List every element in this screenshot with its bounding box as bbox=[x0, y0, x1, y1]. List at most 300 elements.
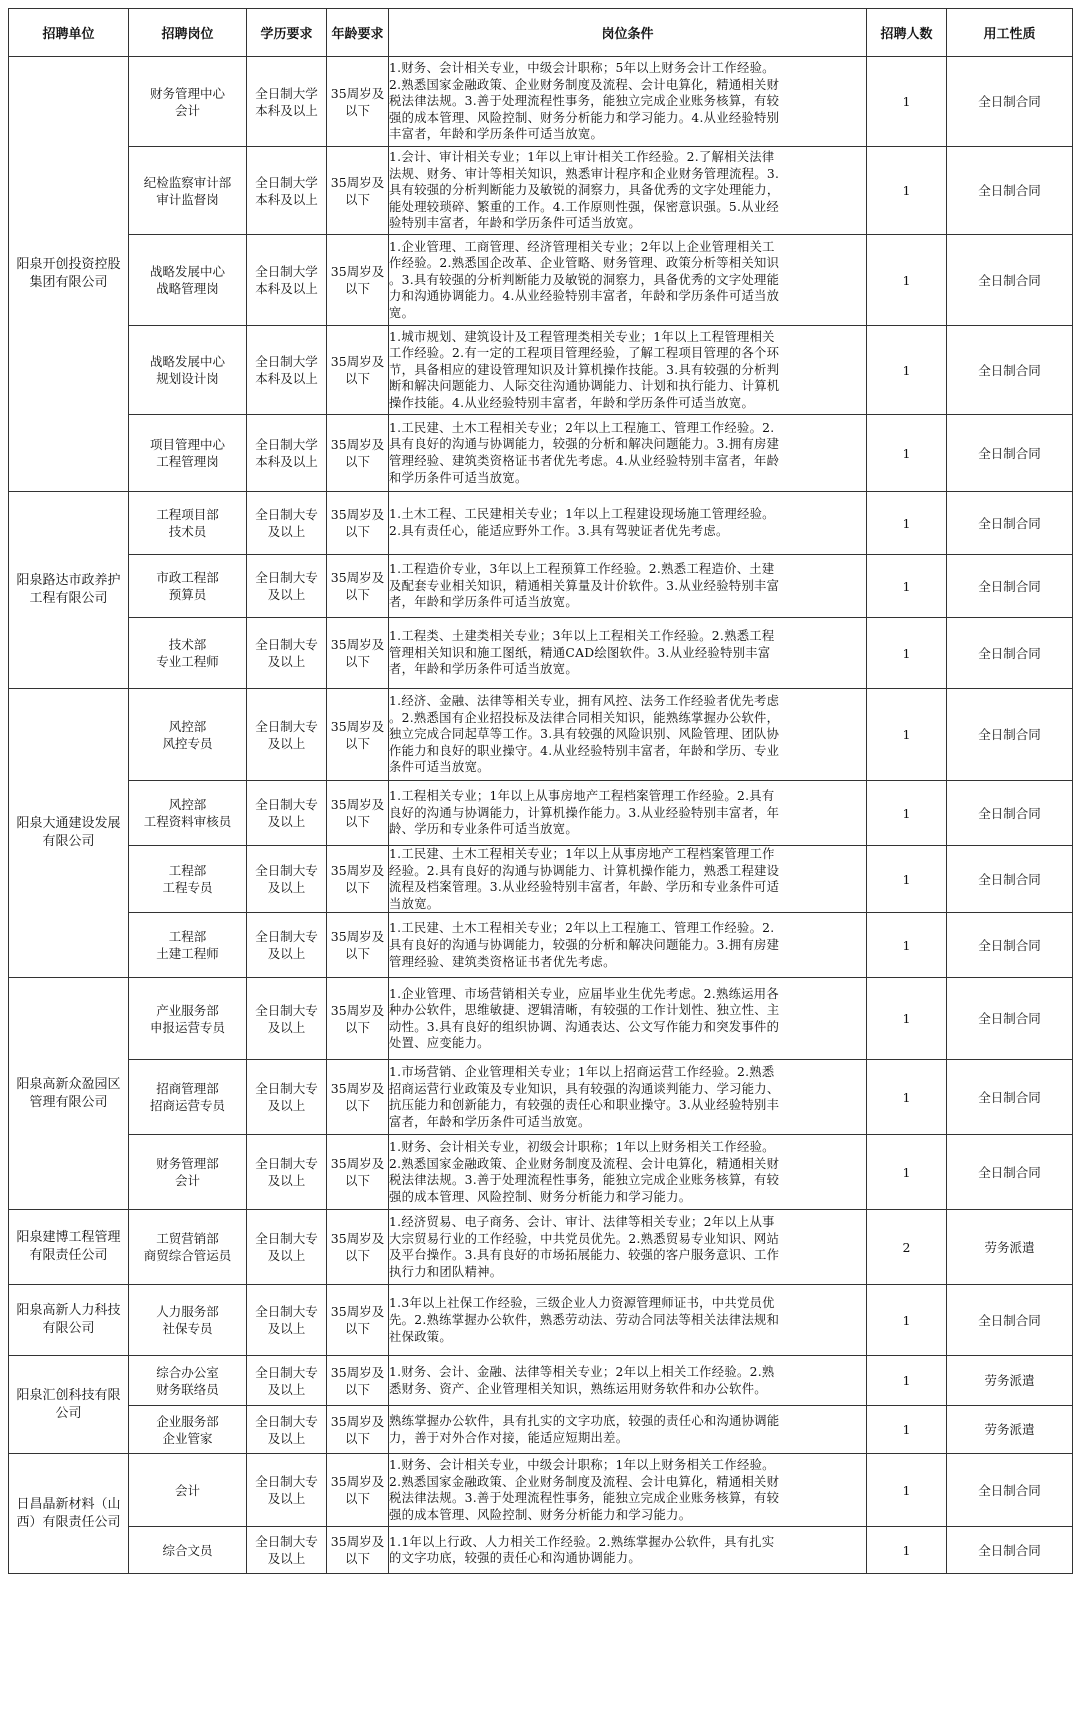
post-cell-line: 综合文员 bbox=[162, 1542, 213, 1558]
age-cell bbox=[327, 1285, 389, 1356]
post-cell bbox=[129, 57, 247, 147]
conditions-cell-line: 断和解决问题能力、人际交往沟通协调能力、计划和执行能力、计算机 bbox=[389, 379, 780, 394]
table-row bbox=[9, 618, 1073, 689]
post-cell-line: 风控部 bbox=[168, 718, 207, 734]
education-cell-line: 及以上 bbox=[267, 587, 306, 602]
age-cell-line: 以下 bbox=[344, 371, 370, 386]
conditions-cell bbox=[389, 1285, 867, 1356]
post-cell bbox=[129, 555, 247, 618]
post-cell bbox=[129, 415, 247, 492]
conditions-cell-line: 悉财务、资产、企业管理相关知识，熟练运用财务软件和办公软件。 bbox=[389, 1381, 767, 1396]
age-cell-line: 以下 bbox=[344, 654, 370, 669]
table-row bbox=[9, 1060, 1073, 1135]
post-cell bbox=[129, 618, 247, 689]
education-cell-line: 全日制大专 bbox=[255, 1474, 318, 1490]
table-row bbox=[9, 781, 1073, 846]
age-cell bbox=[327, 781, 389, 846]
table-row bbox=[9, 846, 1073, 913]
age-cell bbox=[327, 618, 389, 689]
count-cell: 1 bbox=[867, 1454, 947, 1527]
conditions-cell-line: 1.工民建、土木工程相关专业；2年以上工程施工、管理工作经验。2. bbox=[389, 420, 775, 435]
conditions-cell bbox=[389, 147, 867, 235]
conditions-cell bbox=[389, 618, 867, 689]
post-cell-line: 市政工程部 bbox=[156, 570, 219, 585]
age-cell bbox=[327, 1454, 389, 1527]
conditions-cell-line: 管理经验、建筑类资格证书者优先考虑。4.从业经验特别丰富者，年龄 bbox=[389, 454, 780, 468]
conditions-cell bbox=[389, 555, 867, 618]
post-cell bbox=[129, 492, 247, 555]
age-cell-line: 35周岁及 bbox=[330, 718, 385, 734]
conditions-cell-line: 社保政策。 bbox=[389, 1329, 452, 1344]
post-cell bbox=[129, 1406, 247, 1454]
conditions-cell-line: 1.企业管理、工商管理、经济管理相关专业；2年以上企业管理相关工 bbox=[389, 239, 775, 254]
conditions-cell-line: 1.财务、会计相关专业，中级会计职称；1年以上财务相关工作经验。 bbox=[389, 1458, 775, 1473]
post-cell bbox=[129, 781, 247, 846]
conditions-cell-line: 2.熟悉国家金融政策、企业财务制度及流程、会计电算化，精通相关财 bbox=[389, 1156, 780, 1171]
education-cell bbox=[247, 1356, 327, 1406]
count-cell: 1 bbox=[867, 689, 947, 781]
nature-cell: 全日制合同 bbox=[947, 846, 1073, 913]
conditions-cell-line: 宽。 bbox=[389, 305, 415, 320]
nature-cell: 全日制合同 bbox=[947, 781, 1073, 846]
age-cell-line: 35周岁及 bbox=[330, 1156, 385, 1172]
education-cell bbox=[247, 492, 327, 555]
post-cell bbox=[129, 147, 247, 235]
recruitment-table bbox=[8, 8, 1073, 1574]
unit-cell bbox=[9, 1356, 129, 1454]
table-row bbox=[9, 147, 1073, 235]
table-row bbox=[9, 555, 1073, 618]
unit-line: 阳泉高新人力科技 bbox=[16, 1303, 121, 1319]
count-cell: 1 bbox=[867, 235, 947, 326]
education-cell-line: 全日制大专 bbox=[255, 1534, 318, 1550]
table-row bbox=[9, 57, 1073, 147]
education-cell bbox=[247, 781, 327, 846]
conditions-cell-line: 1.工程类、土建类相关专业；3年以上工程相关工作经验。2.熟悉工程 bbox=[389, 629, 775, 644]
conditions-cell bbox=[389, 326, 867, 415]
conditions-cell-line: 熟练掌握办公软件，具有扎实的文字功底，较强的责任心和沟通协调能 bbox=[389, 1414, 780, 1429]
education-cell bbox=[247, 1210, 327, 1285]
age-cell bbox=[327, 1060, 389, 1135]
unit-line: 阳泉汇创科技有限 bbox=[16, 1387, 121, 1403]
education-cell-line: 本科及以上 bbox=[255, 371, 318, 386]
age-cell-line: 35周岁及 bbox=[330, 1534, 385, 1550]
post-cell bbox=[129, 1060, 247, 1135]
post-cell bbox=[129, 978, 247, 1060]
education-cell-line: 全日制大学 bbox=[255, 174, 318, 190]
unit-cell bbox=[9, 57, 129, 492]
education-cell-line: 全日制大专 bbox=[255, 1156, 318, 1172]
post-cell-line: 技术员 bbox=[168, 524, 207, 539]
education-cell-line: 全日制大学 bbox=[255, 85, 318, 101]
post-cell-line: 项目管理中心 bbox=[149, 437, 225, 452]
unit-line: 西）有限责任公司 bbox=[16, 1514, 121, 1530]
count-cell: 1 bbox=[867, 1135, 947, 1210]
table-row bbox=[9, 492, 1073, 555]
conditions-cell-line: 执行力和团队精神。 bbox=[389, 1264, 503, 1279]
education-cell-line: 及以上 bbox=[267, 1019, 306, 1035]
education-cell bbox=[247, 1060, 327, 1135]
post-cell-line: 工程资料审核员 bbox=[143, 814, 232, 829]
post-cell bbox=[129, 689, 247, 781]
conditions-cell-line: 动性。3.具有良好的组织协调、沟通表达、公文写作能力和突发事件的 bbox=[389, 1019, 780, 1034]
education-cell-line: 全日制大专 bbox=[255, 797, 318, 812]
education-cell-line: 全日制大专 bbox=[255, 1304, 318, 1320]
education-cell-line: 及以上 bbox=[267, 946, 306, 962]
nature-cell: 全日制合同 bbox=[947, 326, 1073, 415]
conditions-cell-line: 1.工程造价专业，3年以上工程预算工作经验。2.熟悉工程造价、土建 bbox=[389, 562, 775, 577]
conditions-cell-line: 及平台操作。3.具有良好的市场拓展能力、较强的客户服务意识、工作 bbox=[389, 1248, 780, 1263]
conditions-cell-line: 丰富者，年龄和学历条件可适当放宽。 bbox=[389, 127, 604, 142]
education-cell bbox=[247, 147, 327, 235]
conditions-cell-line: 2.熟悉国家金融政策、企业财务制度及流程、会计电算化，精通相关财 bbox=[389, 1474, 780, 1489]
age-cell-line: 35周岁及 bbox=[330, 1364, 385, 1380]
table-row bbox=[9, 1406, 1073, 1454]
education-cell-line: 及以上 bbox=[267, 1098, 306, 1114]
education-cell bbox=[247, 1285, 327, 1356]
age-cell-line: 以下 bbox=[344, 524, 370, 539]
conditions-cell-line: 1.财务、会计、金融、法律等相关专业；2年以上相关工作经验。2.熟 bbox=[389, 1365, 775, 1380]
conditions-cell-line: 先。2.熟练掌握办公软件，熟悉劳动法、劳动合同法等相关法律法规和 bbox=[389, 1313, 780, 1328]
unit-line: 阳泉大通建设发展 bbox=[16, 816, 121, 832]
post-cell-line: 工程部 bbox=[168, 929, 207, 945]
age-cell-line: 以下 bbox=[344, 102, 370, 118]
education-cell-line: 全日制大学 bbox=[255, 437, 318, 452]
conditions-cell-line: 经验。2.具有良好的沟通与协调能力、计算机操作能力，熟悉工程建设 bbox=[389, 863, 780, 878]
conditions-cell bbox=[389, 492, 867, 555]
post-cell-line: 财务联络员 bbox=[156, 1381, 219, 1397]
age-cell-line: 以下 bbox=[344, 1019, 370, 1035]
age-cell bbox=[327, 913, 389, 978]
post-cell bbox=[129, 1135, 247, 1210]
conditions-cell-line: 验特别丰富者，年龄和学历条件可适当放宽。 bbox=[389, 216, 641, 231]
count-cell: 1 bbox=[867, 555, 947, 618]
education-cell bbox=[247, 689, 327, 781]
post-cell-line: 综合办公室 bbox=[156, 1364, 219, 1380]
education-cell-line: 本科及以上 bbox=[255, 454, 318, 469]
conditions-cell-line: 强的成本管理、风险控制、财务分析能力和学习能力。 bbox=[389, 1189, 692, 1204]
conditions-cell-line: 。3.具有较强的分析判断能力及敏锐的洞察力，具备优秀的文字处理能 bbox=[389, 272, 780, 287]
conditions-cell bbox=[389, 1135, 867, 1210]
conditions-cell-line: 工作经验。2.有一定的工程项目管理经验，了解工程项目管理的各个环 bbox=[389, 346, 780, 361]
age-cell-line: 35周岁及 bbox=[330, 1081, 385, 1097]
education-cell-line: 及以上 bbox=[267, 654, 306, 669]
conditions-cell-line: 1.市场营销、企业管理相关专业；1年以上招商运营工作经验。2.熟悉 bbox=[389, 1065, 775, 1080]
education-cell-line: 及以上 bbox=[267, 524, 306, 539]
education-cell bbox=[247, 235, 327, 326]
conditions-cell bbox=[389, 415, 867, 492]
conditions-cell-line: 管理相关知识和施工图纸，精通CAD绘图软件。3.从业经验特别丰富 bbox=[389, 645, 771, 660]
nature-cell: 全日制合同 bbox=[947, 147, 1073, 235]
table-body bbox=[9, 57, 1073, 1574]
table-row bbox=[9, 326, 1073, 415]
table-row bbox=[9, 1135, 1073, 1210]
education-cell bbox=[247, 1454, 327, 1527]
nature-cell: 全日制合同 bbox=[947, 913, 1073, 978]
education-cell-line: 及以上 bbox=[267, 880, 306, 896]
education-cell-line: 全日制大专 bbox=[255, 507, 318, 522]
age-cell-line: 以下 bbox=[344, 1430, 370, 1446]
post-cell-line: 社保专员 bbox=[162, 1321, 213, 1337]
count-cell: 1 bbox=[867, 326, 947, 415]
table-row bbox=[9, 235, 1073, 326]
education-cell bbox=[247, 415, 327, 492]
post-cell-line: 风控专员 bbox=[162, 735, 213, 751]
nature-cell: 全日制合同 bbox=[947, 1135, 1073, 1210]
age-cell bbox=[327, 1135, 389, 1210]
header-conditions: 岗位条件 bbox=[389, 9, 867, 57]
conditions-cell bbox=[389, 978, 867, 1060]
education-cell-line: 全日制大学 bbox=[255, 264, 318, 279]
age-cell bbox=[327, 1356, 389, 1406]
unit-line: 阳泉开创投资控股 bbox=[16, 257, 121, 272]
age-cell-line: 以下 bbox=[344, 191, 370, 207]
conditions-cell-line: 1.经济、金融、法律等相关专业，拥有风控、法务工作经验者优先考虑 bbox=[389, 694, 780, 709]
table-row bbox=[9, 415, 1073, 492]
age-cell-line: 以下 bbox=[344, 1248, 370, 1264]
education-cell-line: 全日制大专 bbox=[255, 1364, 318, 1380]
count-cell: 1 bbox=[867, 781, 947, 846]
nature-cell: 全日制合同 bbox=[947, 555, 1073, 618]
conditions-cell-line: 力和沟通协调能力。4.从业经验特别丰富者，年龄和学历条件可适当放 bbox=[389, 289, 780, 304]
age-cell-line: 35周岁及 bbox=[330, 437, 385, 452]
education-cell-line: 全日制大专 bbox=[255, 718, 318, 734]
conditions-cell-line: 力，善于对外合作对接，能适应短期出差。 bbox=[389, 1430, 629, 1445]
nature-cell: 劳务派遣 bbox=[947, 1356, 1073, 1406]
post-cell-line: 企业管家 bbox=[162, 1430, 213, 1446]
post-cell bbox=[129, 326, 247, 415]
post-cell bbox=[129, 846, 247, 913]
age-cell bbox=[327, 1210, 389, 1285]
conditions-cell-line: 大宗贸易行业的工作经验，中共党员优先。2.熟悉贸易专业知识、网站 bbox=[389, 1231, 780, 1246]
conditions-cell-line: 作能力和良好的职业操守。4.从业经验特别丰富者，年龄和学历、专业 bbox=[389, 743, 780, 758]
table-row bbox=[9, 1285, 1073, 1356]
nature-cell: 全日制合同 bbox=[947, 492, 1073, 555]
education-cell-line: 及以上 bbox=[267, 735, 306, 751]
education-cell bbox=[247, 1135, 327, 1210]
age-cell bbox=[327, 147, 389, 235]
table-row bbox=[9, 1210, 1073, 1285]
conditions-cell-line: 节，具备相应的建设管理知识及计算机操作技能。3.具有较强的分析判 bbox=[389, 362, 780, 377]
conditions-cell-line: 1.工民建、土木工程相关专业；1年以上从事房地产工程档案管理工作 bbox=[389, 847, 775, 861]
post-cell-line: 审计监督岗 bbox=[156, 191, 219, 207]
age-cell bbox=[327, 689, 389, 781]
education-cell-line: 全日制大专 bbox=[255, 863, 318, 879]
post-cell-line: 技术部 bbox=[168, 637, 207, 652]
conditions-cell-line: 1.企业管理、市场营销相关专业，应届毕业生优先考虑。2.熟练运用各 bbox=[389, 986, 779, 1001]
unit-line: 阳泉建博工程管理 bbox=[16, 1230, 121, 1246]
count-cell: 1 bbox=[867, 913, 947, 978]
count-cell: 1 bbox=[867, 846, 947, 913]
conditions-cell-line: 2.熟悉国家金融政策、企业财务制度及流程、会计电算化，精通相关财 bbox=[389, 77, 780, 92]
age-cell-line: 35周岁及 bbox=[330, 264, 385, 279]
header-unit: 招聘单位 bbox=[9, 9, 129, 57]
post-cell-line: 战略管理岗 bbox=[156, 281, 219, 296]
education-cell-line: 全日制大专 bbox=[255, 1231, 318, 1247]
post-cell-line: 财务管理部 bbox=[156, 1156, 219, 1172]
header-education: 学历要求 bbox=[247, 9, 327, 57]
conditions-cell-line: 招商运营行业政策及专业知识，具有较强的沟通谈判能力、学习能力、 bbox=[389, 1081, 780, 1096]
recruitment-table-container bbox=[8, 8, 1073, 1574]
unit-line: 有限公司 bbox=[42, 834, 95, 850]
post-cell bbox=[129, 235, 247, 326]
conditions-cell-line: 处置、应变能力。 bbox=[389, 1036, 490, 1051]
conditions-cell-line: 独立完成合同起草等工作。3.具有较强的风险识别、风险管理、团队协 bbox=[389, 727, 780, 742]
age-cell bbox=[327, 555, 389, 618]
post-cell-line: 工程管理岗 bbox=[156, 454, 219, 469]
age-cell-line: 35周岁及 bbox=[330, 1231, 385, 1247]
conditions-cell-line: 流程及档案管理。3.从业经验特别丰富者，年龄、学历和专业条件可适 bbox=[389, 880, 780, 895]
post-cell-line: 会计 bbox=[174, 1173, 200, 1189]
post-cell-line: 财务管理中心 bbox=[149, 85, 225, 101]
count-cell: 1 bbox=[867, 1285, 947, 1356]
conditions-cell bbox=[389, 689, 867, 781]
education-cell-line: 及以上 bbox=[267, 1430, 306, 1446]
age-cell bbox=[327, 492, 389, 555]
unit-cell bbox=[9, 1210, 129, 1285]
age-cell-line: 以下 bbox=[344, 587, 370, 602]
education-cell-line: 全日制大专 bbox=[255, 570, 318, 585]
count-cell: 1 bbox=[867, 57, 947, 147]
unit-cell bbox=[9, 1454, 129, 1574]
age-cell-line: 以下 bbox=[344, 1321, 370, 1337]
nature-cell: 全日制合同 bbox=[947, 1285, 1073, 1356]
unit-line: 集团有限公司 bbox=[29, 275, 108, 290]
conditions-cell-line: 条件可适当放宽。 bbox=[389, 760, 490, 775]
post-cell-line: 土建工程师 bbox=[156, 946, 219, 962]
post-cell-line: 战略发展中心 bbox=[149, 354, 225, 369]
age-cell-line: 35周岁及 bbox=[330, 1474, 385, 1490]
nature-cell: 全日制合同 bbox=[947, 235, 1073, 326]
table-row bbox=[9, 689, 1073, 781]
unit-cell bbox=[9, 1285, 129, 1356]
conditions-cell bbox=[389, 1210, 867, 1285]
table-row bbox=[9, 1454, 1073, 1527]
conditions-cell-line: 具有良好的沟通与协调能力，较强的分析和解决问题能力。3.拥有房建 bbox=[389, 437, 780, 452]
table-row bbox=[9, 913, 1073, 978]
conditions-cell bbox=[389, 846, 867, 913]
age-cell-line: 35周岁及 bbox=[330, 570, 385, 585]
post-cell-line: 工贸营销部 bbox=[156, 1231, 219, 1247]
education-cell-line: 及以上 bbox=[267, 1491, 306, 1507]
unit-cell bbox=[9, 978, 129, 1210]
conditions-cell-line: 1.城市规划、建筑设计及工程管理类相关专业；1年以上工程管理相关 bbox=[389, 329, 775, 344]
age-cell-line: 以下 bbox=[344, 735, 370, 751]
unit-line: 有限公司 bbox=[42, 1321, 95, 1337]
education-cell-line: 及以上 bbox=[267, 1321, 306, 1337]
post-cell-line: 规划设计岗 bbox=[156, 371, 219, 386]
education-cell-line: 及以上 bbox=[267, 814, 306, 829]
post-cell-line: 纪检监察审计部 bbox=[143, 174, 232, 190]
age-cell-line: 以下 bbox=[344, 1491, 370, 1507]
conditions-cell-line: 强的成本管理、风险控制、财务分析能力和学习能力。4.从业经验特别 bbox=[389, 110, 780, 125]
education-cell-line: 及以上 bbox=[267, 1248, 306, 1264]
count-cell: 1 bbox=[867, 978, 947, 1060]
post-cell bbox=[129, 1454, 247, 1527]
conditions-cell-line: 1.财务、会计相关专业，初级会计职称；1年以上财务相关工作经验。 bbox=[389, 1140, 775, 1155]
age-cell-line: 35周岁及 bbox=[330, 863, 385, 879]
age-cell-line: 35周岁及 bbox=[330, 354, 385, 369]
unit-cell bbox=[9, 492, 129, 689]
education-cell-line: 全日制大专 bbox=[255, 1081, 318, 1097]
post-cell bbox=[129, 1356, 247, 1406]
age-cell-line: 以下 bbox=[344, 1381, 370, 1397]
post-cell-line: 企业服务部 bbox=[156, 1413, 219, 1429]
age-cell-line: 35周岁及 bbox=[330, 1413, 385, 1429]
conditions-cell bbox=[389, 1406, 867, 1454]
age-cell bbox=[327, 415, 389, 492]
post-cell-line: 申报运营专员 bbox=[149, 1019, 225, 1035]
conditions-cell-line: 1.3年以上社保工作经验，三级企业人力资源管理师证书，中共党员优 bbox=[389, 1296, 775, 1311]
education-cell bbox=[247, 618, 327, 689]
conditions-cell-line: 管理经验、建筑类资格证书者优先考虑。 bbox=[389, 954, 616, 969]
education-cell bbox=[247, 978, 327, 1060]
conditions-cell-line: 种办公软件，思维敏捷、逻辑清晰，有较强的工作计划性、独立性、主 bbox=[389, 1003, 780, 1018]
education-cell bbox=[247, 913, 327, 978]
post-cell-line: 人力服务部 bbox=[156, 1304, 219, 1320]
conditions-cell-line: 具有较强的分析判断能力及敏锐的洞察力，具备优秀的文字处理能力， bbox=[389, 183, 780, 198]
count-cell: 1 bbox=[867, 1356, 947, 1406]
conditions-cell-line: 税法律法规。3.善于处理流程性事务，能独立完成企业账务核算，有较 bbox=[389, 94, 780, 109]
post-cell-line: 会计 bbox=[174, 102, 200, 118]
education-cell bbox=[247, 555, 327, 618]
age-cell-line: 35周岁及 bbox=[330, 174, 385, 190]
education-cell-line: 全日制大专 bbox=[255, 637, 318, 652]
post-cell bbox=[129, 1210, 247, 1285]
education-cell-line: 及以上 bbox=[267, 1381, 306, 1397]
education-cell-line: 本科及以上 bbox=[255, 191, 318, 207]
nature-cell: 全日制合同 bbox=[947, 689, 1073, 781]
age-cell-line: 35周岁及 bbox=[330, 85, 385, 101]
conditions-cell bbox=[389, 1060, 867, 1135]
education-cell bbox=[247, 846, 327, 913]
conditions-cell-line: 1.1年以上行政、人力相关工作经验。2.熟练掌握办公软件，具有扎实 bbox=[389, 1534, 775, 1549]
education-cell-line: 及以上 bbox=[267, 1551, 306, 1567]
header-row bbox=[9, 9, 1073, 57]
age-cell-line: 35周岁及 bbox=[330, 1304, 385, 1320]
conditions-cell-line: 1.会计、审计相关专业；1年以上审计相关工作经验。2.了解相关法律 bbox=[389, 150, 775, 165]
conditions-cell-line: 抗压能力和创新能力，有较强的责任心和职业操守。3.从业经验特别丰 bbox=[389, 1098, 780, 1113]
age-cell-line: 以下 bbox=[344, 880, 370, 896]
post-cell-line: 预算员 bbox=[168, 587, 207, 602]
count-cell: 1 bbox=[867, 1060, 947, 1135]
conditions-cell-line: 1.经济贸易、电子商务、会计、审计、法律等相关专业；2年以上从事 bbox=[389, 1215, 775, 1230]
conditions-cell-line: 能处理较琐碎、繁重的工作。4.工作原则性强，保密意识强。5.从业经 bbox=[389, 199, 779, 214]
conditions-cell bbox=[389, 235, 867, 326]
age-cell-line: 以下 bbox=[344, 946, 370, 962]
conditions-cell-line: 。2.熟悉国有企业招投标及法律合同相关知识，能熟练掌握办公软件， bbox=[389, 710, 780, 725]
age-cell bbox=[327, 1406, 389, 1454]
education-cell bbox=[247, 326, 327, 415]
nature-cell: 全日制合同 bbox=[947, 978, 1073, 1060]
conditions-cell-line: 及配套专业相关知识，精通相关算量及计价软件。3.从业经验特别丰富 bbox=[389, 578, 780, 593]
post-cell-line: 会计 bbox=[174, 1482, 200, 1498]
conditions-cell bbox=[389, 1356, 867, 1406]
conditions-cell-line: 强的成本管理、风险控制、财务分析能力和学习能力。 bbox=[389, 1507, 692, 1522]
conditions-cell-line: 富者，年龄和学历条件可适当放宽。 bbox=[389, 1114, 591, 1129]
count-cell: 1 bbox=[867, 415, 947, 492]
post-cell bbox=[129, 1527, 247, 1574]
conditions-cell bbox=[389, 913, 867, 978]
age-cell-line: 以下 bbox=[344, 1173, 370, 1189]
conditions-cell-line: 2.具有责任心，能适应野外工作。3.具有驾驶证者优先考虑。 bbox=[389, 524, 729, 538]
unit-line: 公司 bbox=[55, 1405, 82, 1421]
count-cell: 1 bbox=[867, 492, 947, 555]
conditions-cell-line: 良好的沟通与协调能力，计算机操作能力。3.从业经验特别丰富者，年 bbox=[389, 805, 780, 820]
nature-cell: 劳务派遣 bbox=[947, 1406, 1073, 1454]
conditions-cell bbox=[389, 1527, 867, 1574]
nature-cell: 全日制合同 bbox=[947, 618, 1073, 689]
